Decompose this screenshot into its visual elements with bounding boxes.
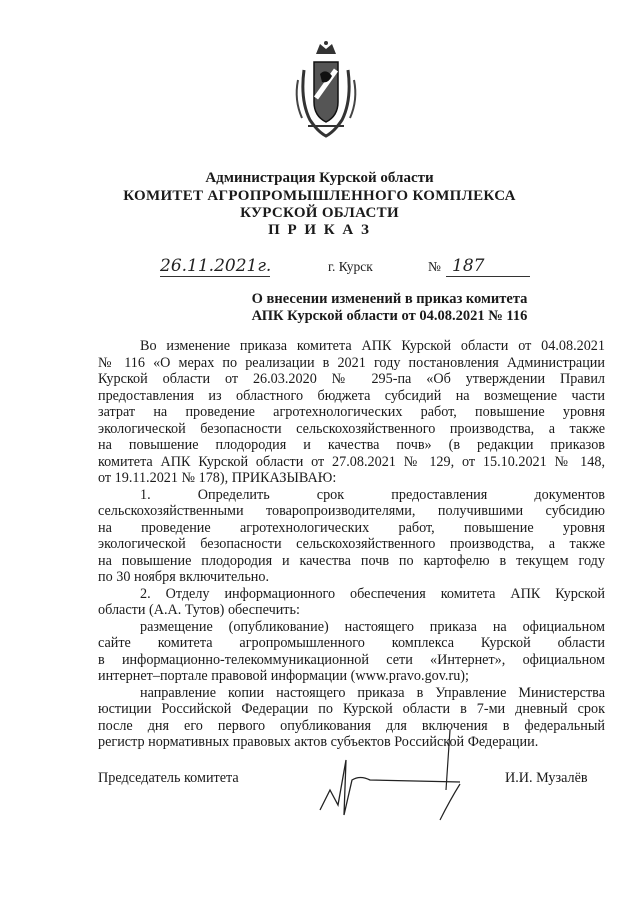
body-text-line: юстиции Российской Федерации по Курской области в 7-ми дневный срок [98, 701, 605, 717]
body-text-line: сельскохозяйственными товаропроизводителями, получившими субсидию [98, 503, 605, 519]
coat-of-arms-emblem [290, 40, 362, 140]
committee-name-line1: КОМИТЕТ АГРОПРОМЫШЛЕННОГО КОМПЛЕКСА [123, 188, 516, 204]
order-title-line2: АПК Курской области от 04.08.2021 № 116 [251, 308, 528, 324]
number-label: № [428, 259, 441, 274]
document-type: П Р И К А З [268, 222, 371, 238]
order-body [98, 338, 605, 751]
body-text-line: по 30 ноября включительно. [98, 569, 270, 585]
body-text-line: Курской области от 26.03.2020 № 295-па «Об утверждении Правил [98, 371, 605, 387]
body-text-line: от 19.11.2021 № 178), ПРИКАЗЫВАЮ: [98, 470, 337, 486]
body-text-line: на повышение плодородия и качества почв» (в редакции приказов [98, 437, 605, 453]
committee-name-line2: КУРСКОЙ ОБЛАСТИ [240, 205, 399, 221]
handwritten-signature [300, 720, 500, 830]
body-text-line: области (А.А. Тутов) обеспечить: [98, 602, 300, 618]
body-text-line: интернет–портале правовой информации (www.pravo.gov.ru); [98, 668, 469, 684]
body-text-line: 2. Отделу информационного обеспечения комитета АПК Курской [140, 585, 605, 602]
body-text-line: экологической безопасности сельскохозяйственного производства, а также [98, 420, 605, 437]
body-text-line: комитета АПК Курской области от 27.08.2021 № 129, от 15.10.2021 № 148, [98, 453, 605, 470]
body-text-line: 1. Определить срок предоставления документов [140, 486, 605, 503]
body-text-line: затрат на проведение агротехнологических работ, повышение уровня [98, 404, 605, 420]
order-title-line1: О внесении изменений в приказ комитета [251, 291, 528, 307]
body-text-line: регистр нормативных правовых актов субъектов Российской Федерации. [98, 734, 539, 750]
body-text-line: экологической безопасности сельскохозяйственного производства, а также [98, 536, 605, 552]
body-text-line: Во изменение приказа комитета АПК Курской области от 04.08.2021 [140, 338, 605, 354]
signatory-name: И.И. Музалёв [505, 770, 588, 786]
order-number: 187 [446, 256, 530, 277]
order-date: 26.11.2021г. [160, 256, 272, 276]
body-text-line: на проведение агротехнологических работ, повышение уровня [98, 519, 605, 536]
body-text-line: в информационно-телекоммуникационной сети «Интернет», официальном [98, 651, 605, 668]
signatory-position: Председатель комитета [98, 770, 239, 786]
body-text-line: № 116 «О мерах по реализации в 2021 году постановления Администрации [98, 354, 605, 371]
body-text-line: на повышение плодородия и качества почв по картофелю в текущем году [98, 552, 605, 569]
city: г. Курск [328, 259, 373, 274]
body-text-line: предоставления из областного бюджета субсидий на возмещение части [98, 387, 605, 404]
body-text-line: направление копии настоящего приказа в Управление Министерства [140, 684, 605, 701]
body-text-line: размещение (опубликование) настоящего приказа на официальном [140, 618, 605, 635]
administration-name: Администрация Курской области [205, 170, 434, 186]
body-text-line: после дня его первого опубликования для включения в федеральный [98, 717, 605, 734]
body-text-line: сайте комитета агропромышленного комплекса Курской области [98, 635, 605, 651]
